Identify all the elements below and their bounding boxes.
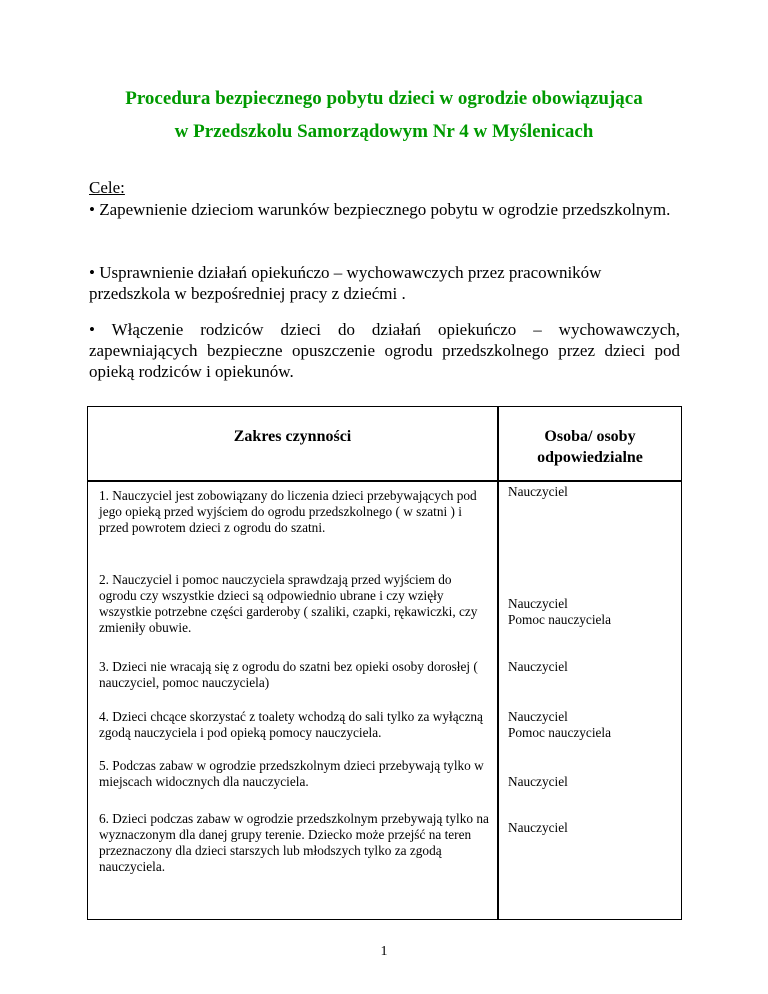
- table-row-person: Nauczyciel: [508, 820, 568, 835]
- page-number: 1: [380, 944, 388, 959]
- table-row-person: Nauczyciel: [508, 659, 568, 674]
- document-title-line-1: Procedura bezpiecznego pobytu dzieci w ogrodzie obowiązująca: [125, 88, 643, 109]
- table-row-person: Nauczyciel: [508, 484, 568, 499]
- goals-heading: Cele:: [89, 178, 125, 197]
- table-header-person: Osoba/ osoby odpowiedzialne: [537, 428, 643, 466]
- table-row-activity: 3. Dzieci nie wracają się z ogrodu do szatni bez opieki osoby dorosłej ( nauczyciel, pomoc nauczyciela): [99, 659, 478, 690]
- table-row-person: Nauczyciel: [508, 774, 568, 789]
- goal-item: • Zapewnienie dzieciom warunków bezpiecznego pobytu w ogrodzie przedszkolnym.: [89, 200, 671, 219]
- table-row-person: Pomoc nauczyciela: [508, 725, 612, 740]
- table-row-activity: 4. Dzieci chcące skorzystać z toalety wchodzą do sali tylko za wyłączną zgodą nauczyciela i pod opieką pomocy nauczyciela.: [99, 709, 483, 740]
- goal-item: • Włączenie rodziców dzieci do działań opiekuńczo – wychowawczych, zapewniających bezpieczne opuszczenie ogrodu przedszkolnego przez dzieci pod opieką rodziców i opiekunów.: [89, 320, 680, 381]
- table-header-divider: [88, 480, 681, 482]
- table-row-activity: 1. Nauczyciel jest zobowiązany do liczenia dzieci przebywających pod jego opieką przed wyjściem do ogrodu przedszkolnego ( w szatni ) i przed powrotem dzieci z ogrodu do szatni.: [99, 488, 477, 535]
- table-row-activity: 5. Podczas zabaw w ogrodzie przedszkolnym dzieci przebywają tylko w miejscach widocznych dla nauczyciela.: [99, 758, 484, 789]
- table-column-divider: [497, 407, 499, 919]
- table-row-person: Nauczyciel: [508, 709, 568, 724]
- document-title-line-2: w Przedszkolu Samorządowym Nr 4 w Myślenicach: [174, 121, 594, 142]
- table-row-activity: 6. Dzieci podczas zabaw w ogrodzie przedszkolnym przebywają tylko na wyznaczonym dla danej grupy terenie. Dziecko może przejść na teren przeznaczony dla dzieci starszych lub młodszych tylko za zgodą nauczyciela.: [99, 811, 489, 874]
- responsibility-table: [87, 406, 682, 920]
- table-header-activity: Zakres czynności: [233, 428, 352, 445]
- table-row-person: Pomoc nauczyciela: [508, 612, 612, 627]
- goal-item: • Usprawnienie działań opiekuńczo – wychowawczych przez pracowników przedszkola w bezpośredniej pracy z dziećmi .: [89, 263, 602, 303]
- table-row-person: Nauczyciel: [508, 596, 568, 611]
- table-row-activity: 2. Nauczyciel i pomoc nauczyciela sprawdzają przed wyjściem do ogrodu czy wszystkie dzieci są odpowiednio ubrane i czy wzięły wszystkie potrzebne części garderoby ( szaliki, czapki, rękawiczki, czy zmieniły obuwie.: [99, 572, 478, 635]
